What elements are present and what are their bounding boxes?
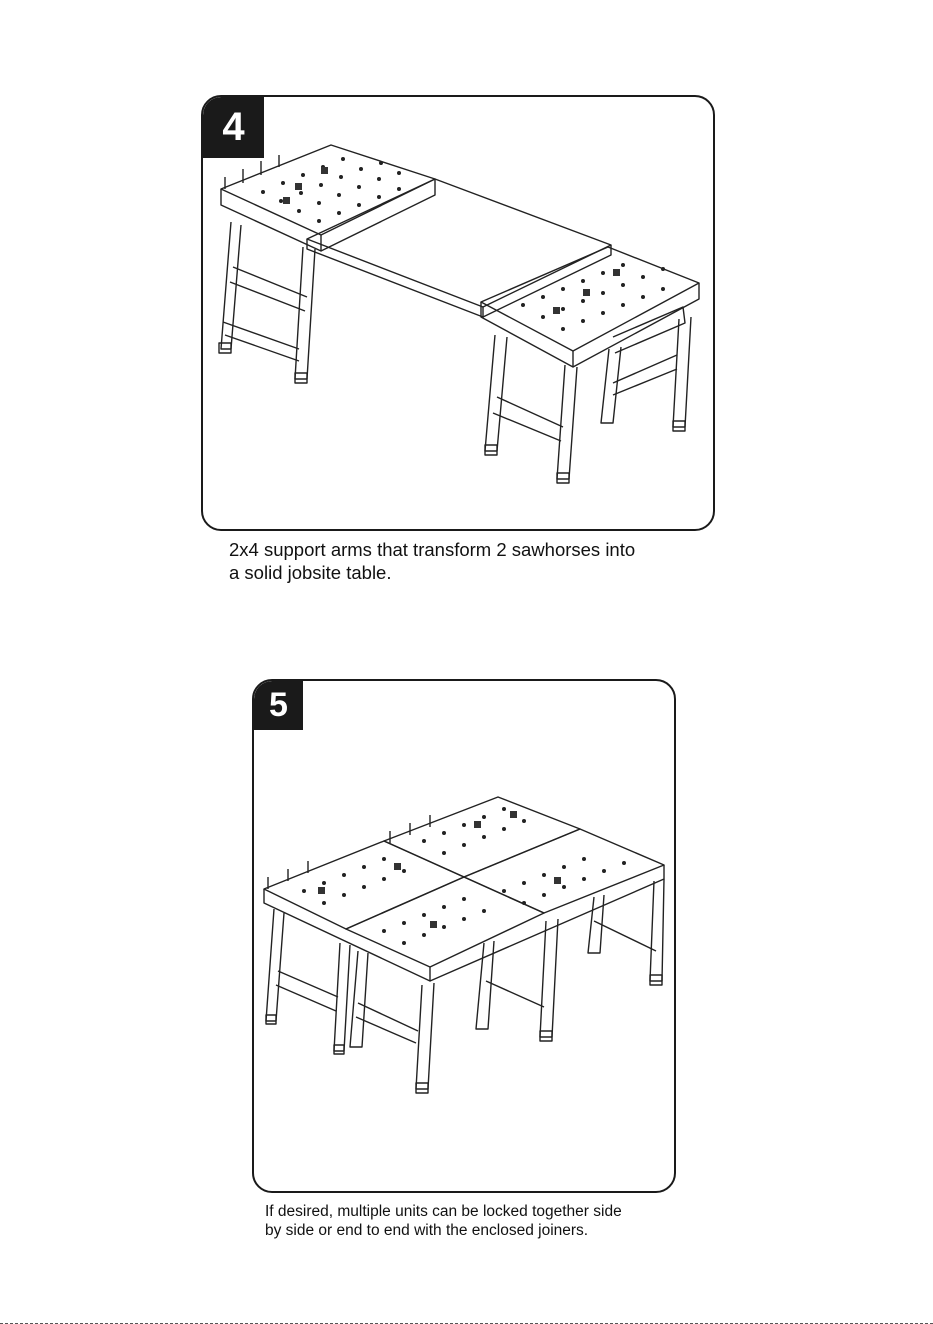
- step-5-caption-line-1: If desired, multiple units can be locked together side: [265, 1203, 622, 1220]
- step-4-panel: [201, 95, 715, 531]
- step-5-panel: [252, 679, 676, 1193]
- joined-sawhorse-legs: [266, 879, 664, 1093]
- left-peg-holes: [261, 157, 401, 223]
- step-5-illustration: [254, 681, 674, 1191]
- joined-bench-dogs: [318, 811, 561, 928]
- step-4-caption-line-2: a solid jobsite table.: [229, 562, 392, 584]
- center-board: [307, 179, 611, 317]
- step-5-caption-line-2: by side or end to end with the enclosed joiners.: [265, 1222, 589, 1240]
- left-sawhorse-legs: [219, 222, 315, 383]
- step-5-caption: [265, 1202, 685, 1241]
- step-4-illustration: [203, 97, 713, 529]
- right-sawhorse-legs: [485, 317, 691, 483]
- left-work-top: [221, 145, 435, 251]
- bench-dogs: [283, 167, 620, 314]
- step-4-badge: 4: [203, 97, 264, 158]
- right-peg-holes: [521, 263, 665, 331]
- step-5-badge: 5: [254, 681, 303, 730]
- step-4-caption-line-1: 2x4 support arms that transform 2 sawhorses into: [229, 539, 636, 560]
- step-4-caption: [229, 538, 699, 584]
